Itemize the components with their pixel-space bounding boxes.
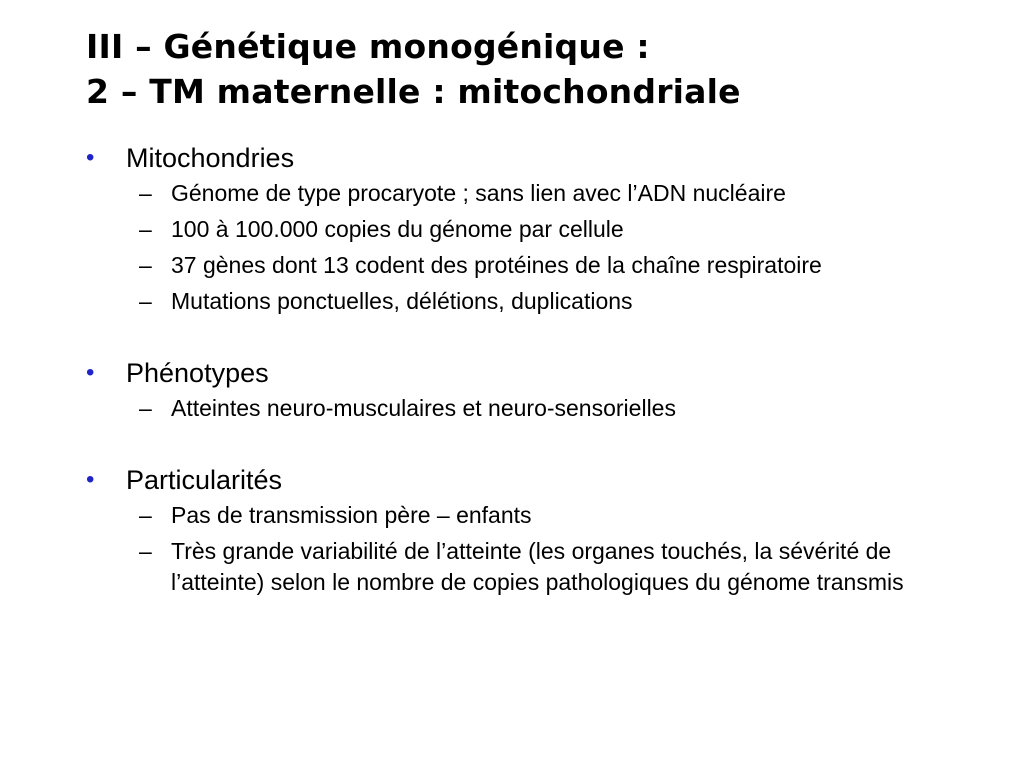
sub-list: [86, 500, 986, 598]
sub-item-text: Génome de type procaryote ; sans lien avec l’ADN nucléaire: [171, 180, 786, 206]
sub-item: [86, 178, 923, 209]
section-mitochondries: [86, 140, 986, 317]
dash-icon: –: [139, 395, 152, 421]
sub-item-text: Mutations ponctuelles, délétions, duplications: [171, 288, 633, 314]
sub-item: [86, 536, 923, 598]
bullet-item: [86, 140, 986, 176]
sub-list: [86, 178, 986, 317]
dash-icon: –: [139, 252, 152, 278]
dash-icon: –: [139, 216, 152, 242]
title-line-2: 2 – TM maternelle : mitochondriale: [86, 72, 741, 111]
bullet-icon: •: [86, 466, 95, 493]
sub-list: [86, 393, 986, 424]
sub-item: [86, 286, 923, 317]
sub-item: [86, 214, 923, 245]
bullet-icon: •: [86, 144, 95, 171]
slide-content: [86, 140, 986, 598]
bullet-item: [86, 355, 986, 391]
slide-title: [86, 24, 986, 114]
sub-item-text: Très grande variabilité de l’atteinte (les organes touchés, la sévérité de l’atteinte) selon le nombre de copies pathologiques du génome transmis: [171, 538, 904, 595]
title-line-1: III – Génétique monogénique :: [86, 27, 650, 66]
section-heading: Particularités: [126, 465, 283, 495]
dash-icon: –: [139, 180, 152, 206]
sub-item-text: Pas de transmission père – enfants: [171, 502, 532, 528]
section-heading: Mitochondries: [126, 143, 295, 173]
sub-item-text: 37 gènes dont 13 codent des protéines de la chaîne respiratoire: [171, 252, 822, 278]
sub-item: [86, 393, 923, 424]
sub-item: [86, 250, 923, 281]
bullet-icon: •: [86, 359, 95, 386]
bullet-item: [86, 462, 986, 498]
sub-item-text: Atteintes neuro-musculaires et neuro-sensorielles: [171, 395, 676, 421]
sub-item-text: 100 à 100.000 copies du génome par cellule: [171, 216, 624, 242]
dash-icon: –: [139, 502, 152, 528]
section-heading: Phénotypes: [126, 358, 269, 388]
section-phenotypes: [86, 355, 986, 424]
section-particularites: [86, 462, 986, 598]
sub-item: [86, 500, 923, 531]
dash-icon: –: [139, 288, 152, 314]
dash-icon: –: [139, 538, 152, 564]
